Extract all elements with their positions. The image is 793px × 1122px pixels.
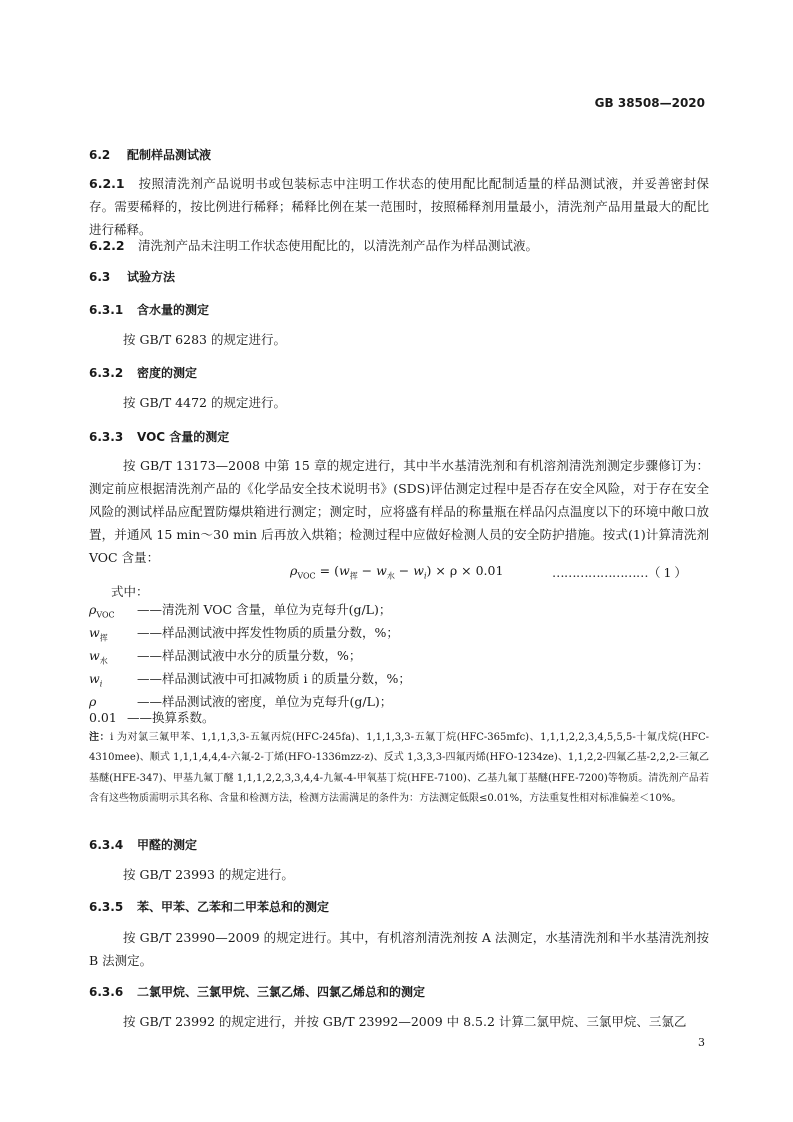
formula-equals: = ( <box>315 563 339 578</box>
definition-row: $w_i$ ——样品测试液中可扣减物质 i 的质量分数，%； <box>89 671 411 689</box>
section-heading-6-3 <box>89 268 175 285</box>
definition-row: 0.01 ——换算系数。 <box>89 710 215 725</box>
section-title: 密度的测定 <box>137 366 198 380</box>
note-text: i 为对氯三氟甲苯、1,1,1,3,3-五氟丙烷(HFC-245fa)、1,1,1,3,3-五氟丁烷(HFC-365mfc)、1,1,1,2,2,3,4,5,5,5-十氟戊烷(HFC-4310mee)、顺式 1,1,1,4,4,4-六氟-2-丁烯(HFO-1336mzz-z)、反式 1,3,3,3-四氟丙烯(HFO-1234ze)、1,1,2,2-四氟乙基-2,2,2-三氟乙基醚(HFE-347)、甲基九氟丁醚 1,1,1,2,2,3,3,4,4-九氟-4-甲氧基丁烷(HFE-7100)、乙基九氟丁基醚(HFE-7200)等物质。清洗剂产品若含有这些物质需明示其名称、含量和检测方法，检测方法需满足的条件为：方法测定低限≤0.01%，方法重复性相对标准偏差＜10%。 <box>89 732 710 805</box>
section-number: 6.2 <box>89 148 111 162</box>
section-heading-6-3-3 <box>89 428 229 445</box>
clause-6-2-2 <box>89 234 709 257</box>
clause-6-3-5-text: 按 GB/T 23990—2009 的规定进行。其中，有机溶剂清洗剂按 A 法测定，水基清洗剂和半水基清洗剂按 B 法测定。 <box>89 930 709 968</box>
clause-6-3-2-text: 按 GB/T 4472 的规定进行。 <box>123 395 286 410</box>
formula-w: w <box>339 563 350 578</box>
clause-text: 按照清洗剂产品说明书或包装标志中注明工作状态的使用配比配制适量的样品测试液，并妥善密封保存。需要稀释的，按比例进行稀释；稀释比例在某一范围时，按照稀释剂用量最小，清洗剂产品用量最大的配比进行稀释。 <box>89 176 709 237</box>
section-heading-6-3-2 <box>89 364 197 381</box>
section-heading-6-3-5 <box>89 898 329 915</box>
formula-rho: ρ <box>290 563 298 578</box>
clause-6-3-4-text: 按 GB/T 23993 的规定进行。 <box>123 867 294 882</box>
section-number: 6.3.2 <box>89 366 124 380</box>
formula-minus: − <box>357 563 377 578</box>
clause-6-2-1 <box>89 172 709 241</box>
section-title: 苯、甲苯、乙苯和二甲苯总和的测定 <box>137 900 330 914</box>
section-title: 配制样品测试液 <box>127 148 212 162</box>
standard-number: GB 38508—2020 <box>594 96 705 110</box>
clause-6-3-1-text: 按 GB/T 6283 的规定进行。 <box>123 332 286 347</box>
section-heading-6-3-4 <box>89 836 197 853</box>
formula-subscript: i <box>423 571 427 581</box>
clause-6-3-3-text: 按 GB/T 13173—2008 中第 15 章的规定进行，其中半水基清洗剂和有机溶剂清洗剂测定步骤修订为：测定前应根据清洗剂产品的《化学品安全技术说明书》(SDS)评估测定过程中是否存在安全风险，对于存在安全风险的测试样品应配置防爆烘箱进行测定；测定时，应将盛有样品的称量瓶在样品闪点温度以下的环境中敞口放置，并通风 15 min～30 min 后再放入烘箱；检测过程中应做好检测人员的安全防护措施。按式(1)计算清洗剂 VOC 含量： <box>89 458 709 565</box>
formula-tail: ) × ρ × 0.01 <box>426 563 504 578</box>
page-number: 3 <box>698 1036 705 1049</box>
formula-subscript: VOC <box>297 571 316 581</box>
formula-subscript: 水 <box>386 571 395 581</box>
section-heading-6-3-1 <box>89 301 209 318</box>
section-number: 6.3 <box>89 270 111 284</box>
section-title: VOC 含量的测定 <box>137 430 230 444</box>
definition-row: $w_水$ ——样品测试液中水分的质量分数，%； <box>89 648 362 666</box>
clause-6-3-6-text: 按 GB/T 23992 的规定进行，并按 GB/T 23992—2009 中 8.5.2 计算二氯甲烷、三氯甲烷、三氯乙 <box>123 1014 687 1029</box>
section-title: 试验方法 <box>127 270 176 284</box>
definition-row: ρ ——样品测试液的密度，单位为克每升(g/L)； <box>89 694 393 709</box>
clause-text: 清洗剂产品未注明工作状态使用配比的，以清洗剂产品作为样品测试液。 <box>138 238 539 253</box>
clause-number: 6.2.1 <box>89 176 125 191</box>
clause-number: 6.2.2 <box>89 238 125 253</box>
note-label: 注： <box>89 732 111 743</box>
section-title: 甲醛的测定 <box>137 838 198 852</box>
note <box>89 728 709 810</box>
where-label: 式中： <box>111 584 149 599</box>
formula-minus: − <box>394 563 414 578</box>
definition-row: $w_挥$ ——样品测试液中挥发性物质的质量分数，%； <box>89 625 399 643</box>
section-number: 6.3.1 <box>89 303 124 317</box>
voc-formula <box>290 563 503 582</box>
formula-w: w <box>376 563 387 578</box>
section-number: 6.3.6 <box>89 985 124 999</box>
section-number: 6.3.3 <box>89 430 124 444</box>
section-number: 6.3.4 <box>89 838 124 852</box>
definition-row: $\rho_{VOC}$ ——清洗剂 VOC 含量，单位为克每升(g/L)； <box>89 602 392 620</box>
section-title: 二氯甲烷、三氯甲烷、三氯乙烯、四氯乙烯总和的测定 <box>137 985 426 999</box>
equation-number: ……………………（ 1 ） <box>552 565 687 580</box>
section-number: 6.3.5 <box>89 900 124 914</box>
formula-subscript: 挥 <box>349 571 358 581</box>
formula-w: w <box>413 563 424 578</box>
section-title: 含水量的测定 <box>137 303 210 317</box>
section-heading-6-2 <box>89 146 211 163</box>
section-heading-6-3-6 <box>89 983 425 1000</box>
